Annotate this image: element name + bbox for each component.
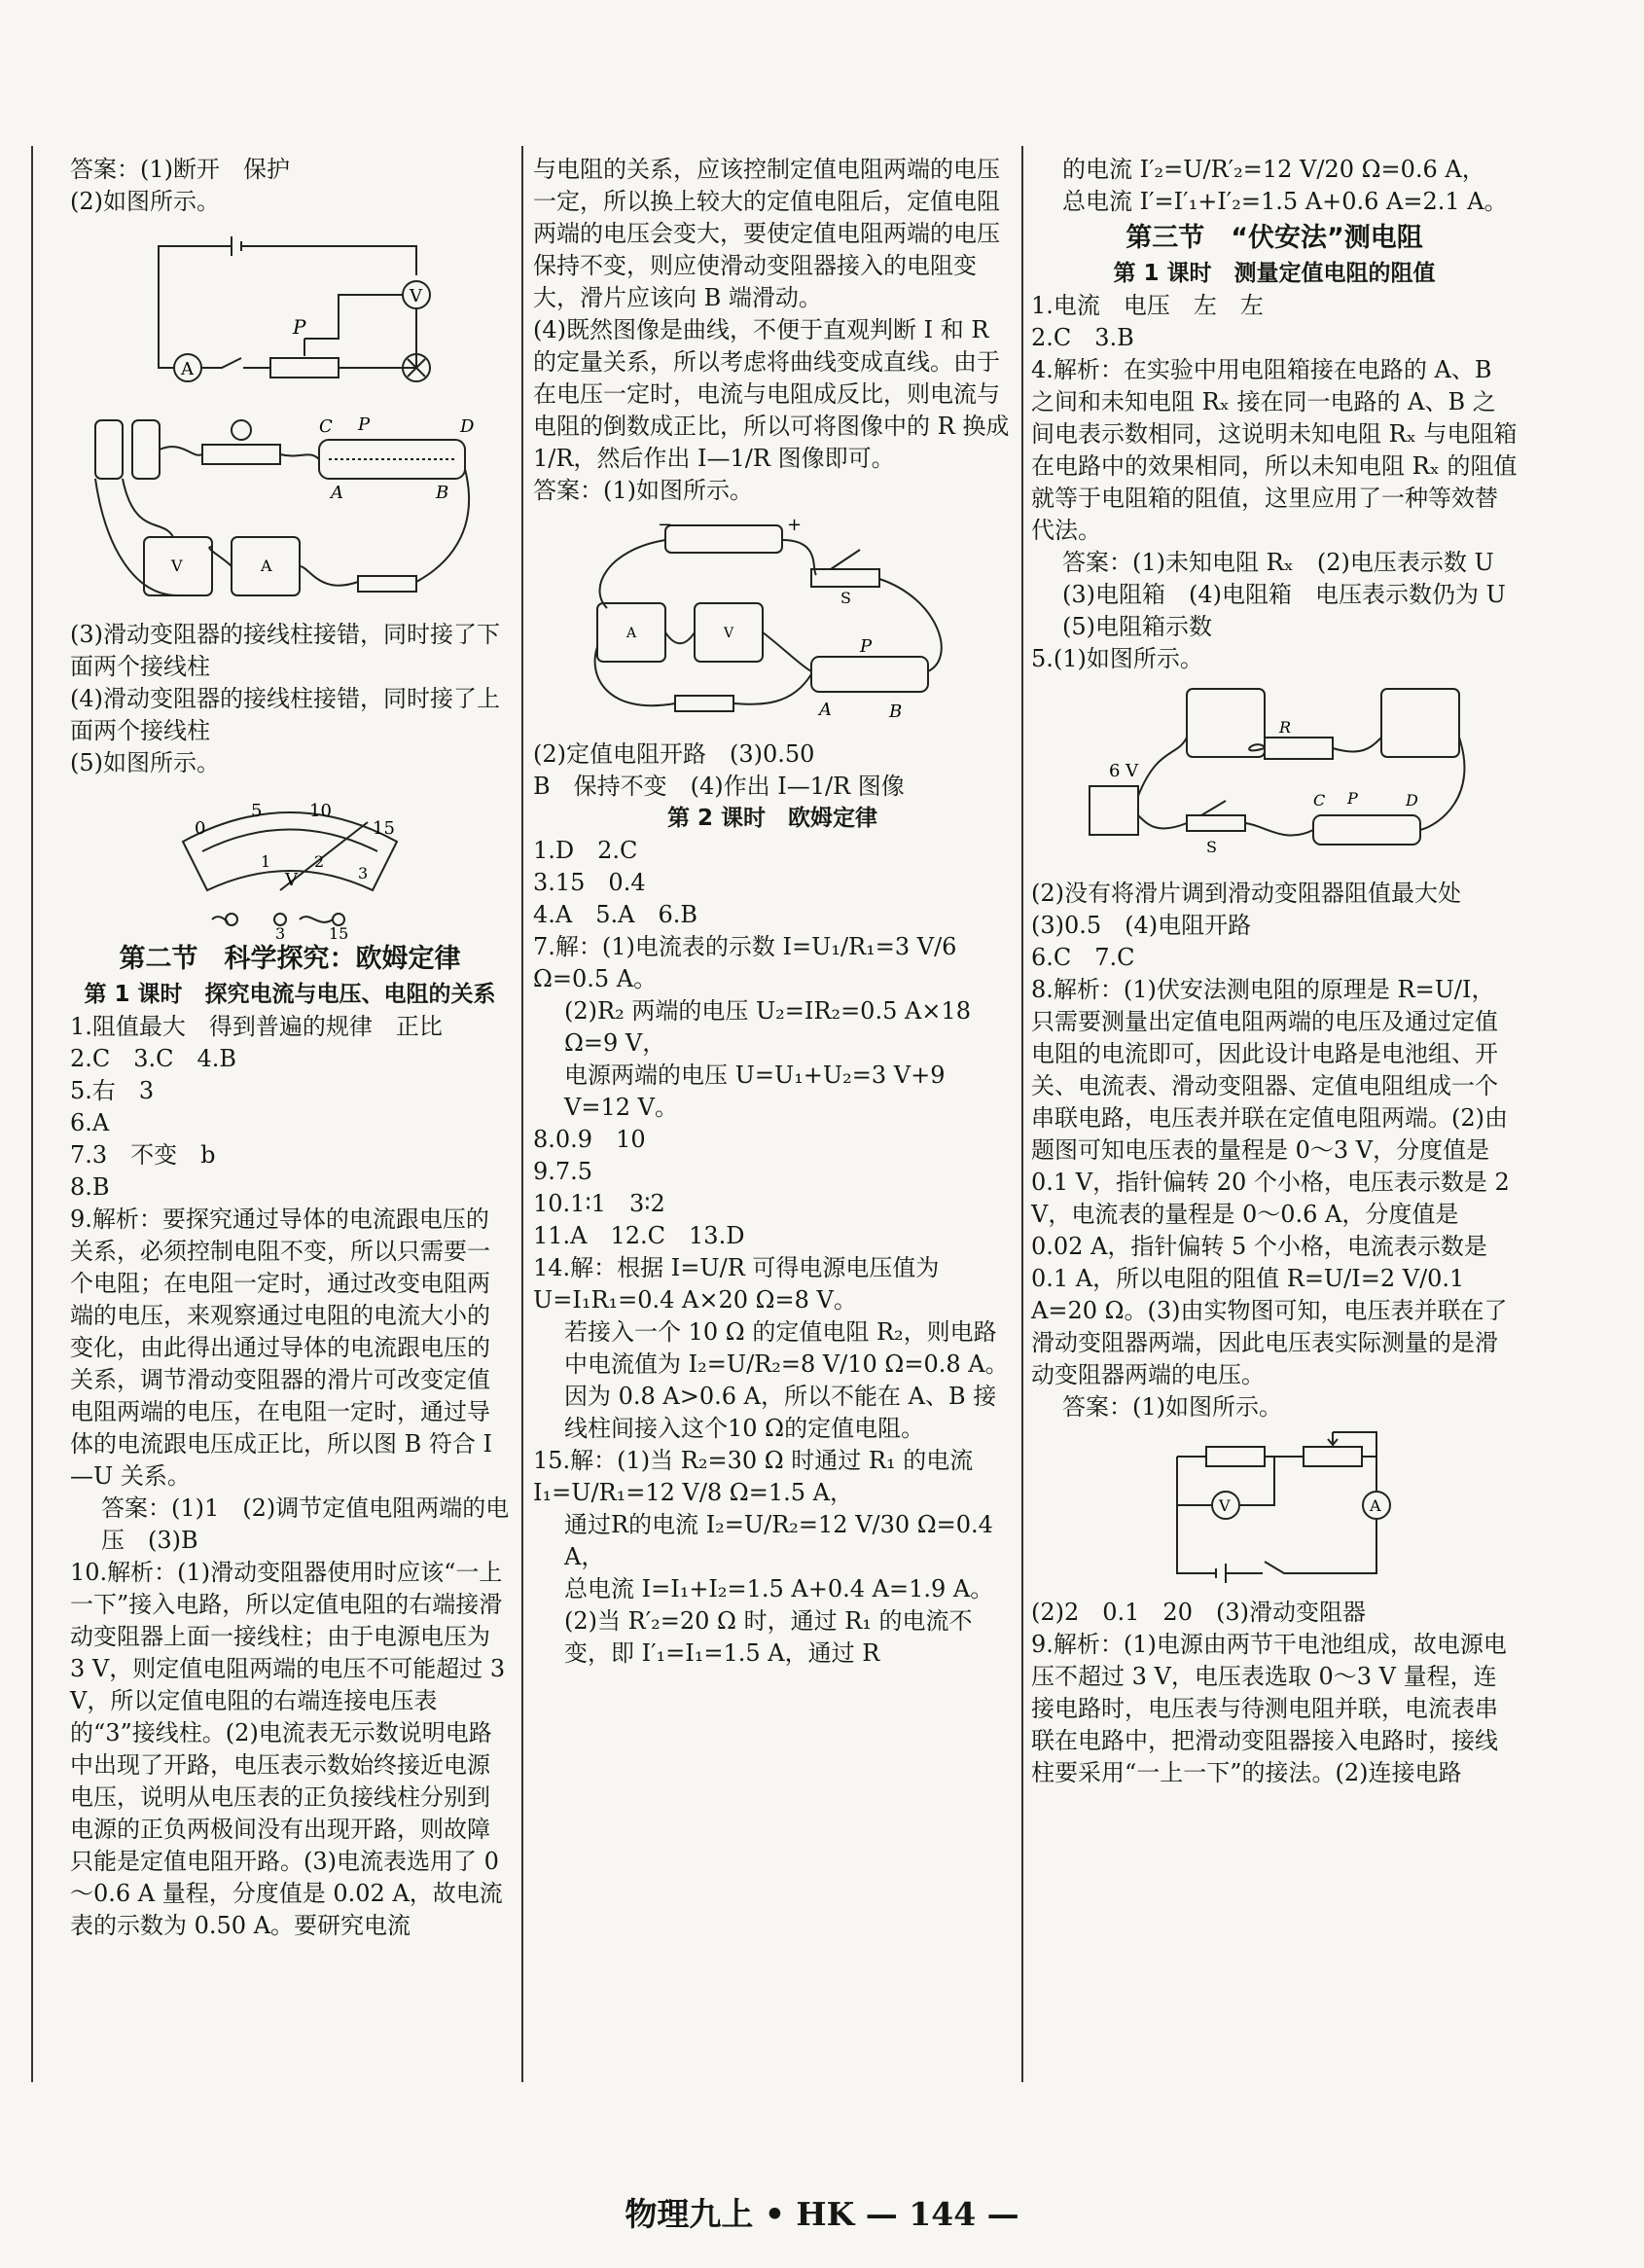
answer-line: (2)R₂ 两端的电压 U₂=IR₂=0.5 A×18 Ω=9 V， (564, 997, 979, 1057)
scale-tick: 5 (251, 801, 263, 821)
svg-text:S: S (840, 589, 851, 607)
answer-line: 11.A 12.C 13.D (533, 1222, 745, 1249)
analysis-paragraph: 9.解析：(1)电源由两节干电池组成，故电源电压不超过 3 V，电压表选取 0～3 V 量程，连接电路时，电压表与待测电阻并联，电流表串联在电路中，把滑动变阻器接入电路时，接线柱要采用“一上一下”的接法。(2)连接电路 (1031, 1631, 1507, 1786)
section-title: 第二节 科学探究：欧姆定律 (119, 944, 461, 974)
svg-text:V: V (1219, 1496, 1231, 1515)
wiring-diagram (1070, 679, 1479, 874)
svg-text:V: V (724, 626, 734, 641)
answer-line: 答案：(1)1 (2)调节定值电阻两端的电压 (3)B (101, 1494, 510, 1554)
answer-line: 因为 0.8 A>0.6 A，所以不能在 A、B 接线柱间接入这个10 Ω的定值电阻。 (564, 1383, 997, 1442)
svg-text:A: A (181, 359, 194, 379)
answer-line: 5.右 3 (70, 1077, 155, 1104)
answer-line: 2.C 3.C 4.B (70, 1045, 237, 1072)
answer-line: (2)没有将滑片调到滑动变阻器阻值最大处 (3)0.5 (4)电阻开路 (1031, 880, 1484, 939)
section-title: 第三节 “伏安法”测电阻 (1126, 223, 1423, 253)
answer-line: B 保持不变 (4)作出 I—1/R 图像 (533, 773, 905, 800)
meter-unit: V (285, 870, 298, 890)
analysis-paragraph: 8.解析：(1)伏安法测电阻的原理是 R=U/I，只需要测量出定值电阻两端的电压及通过定值电阻的电流即可，因此设计电路是电池组、开关、电流表、滑动变阻器、定值电阻组成一个串联电路，电压表并联在定值电阻两端。(2)由题图可知电压表的量程是 0～3 V，分度值是 0.1 V，指针偏转 20 个小格，电压表示数是 2 V，电流表的量程是 0～0.6 A，分度值是 0.02 A，指针偏转 5 个小格，电流表示数是0.1 A，所以电阻的阻值 R=U/I=2 V/0.1 A=20 Ω。(3)由实物图可知，电压表并联在了滑动变阻器两端，因此电压表实际测量的是滑动变阻器两端的电压。 (1031, 976, 1518, 1388)
svg-text:A: A (1370, 1496, 1381, 1515)
answer-line: 总电流 I=I₁+I₂=1.5 A+0.4 A=1.9 A。 (564, 1575, 994, 1602)
column-2 (533, 154, 1017, 1670)
answer-line: 答案：(1)断开 保护 (70, 156, 290, 183)
answer-line: 8.B (70, 1173, 110, 1201)
column-divider-2 (521, 146, 523, 2082)
answer-line: 总电流 I′=I′₁+I′₂=1.5 A+0.6 A=2.1 A。 (1062, 188, 1508, 215)
answer-line: (4)滑动变阻器的接线柱接错，同时接了上面两个接线柱 (70, 685, 500, 744)
analysis-paragraph: (4)既然图像是曲线，不便于直观判断 I 和 R 的定量关系，所以考虑将曲线变成直线。由于在电压一定时，电流与电阻成反比，则电流与电阻的倒数成正比，所以可将图像中的 R 换成 1/R，然后作出 I—1/R 图像即可。 (533, 316, 1017, 472)
circuit-diagram (95, 222, 484, 397)
svg-text:A: A (331, 483, 343, 503)
answer-line: 7.解：(1)电流表的示数 I=U₁/R₁=3 V/6 Ω=0.5 A。 (533, 933, 965, 992)
answer-line: (3)滑动变阻器的接线柱接错，同时接了下面两个接线柱 (70, 621, 500, 680)
svg-text:S: S (1206, 838, 1217, 856)
answer-line: 6.C 7.C (1031, 944, 1135, 971)
wiring-diagram (76, 401, 504, 615)
svg-text:P: P (1347, 789, 1358, 808)
answer-line: 1.电流 电压 左 左 (1031, 292, 1264, 319)
svg-text:6 V: 6 V (1109, 761, 1139, 781)
column-1 (70, 154, 513, 1942)
answer-line: 10.1∶1 3∶2 (533, 1190, 665, 1217)
answer-line: 1.D 2.C (533, 837, 638, 864)
answer-line: 9.7.5 (533, 1158, 593, 1185)
svg-text:P: P (293, 315, 306, 339)
lesson-title: 第 1 课时 探究电流与电压、电阻的关系 (84, 982, 496, 1007)
svg-text:D: D (460, 416, 475, 437)
svg-text:A: A (261, 557, 272, 575)
answer-line: (2)如图所示。 (70, 188, 220, 215)
answer-line: 若接入一个 10 Ω 的定值电阻 R₂，则电路中电流值为 I₂=U/R₂=8 V/10 Ω=0.8 A。 (564, 1318, 1009, 1378)
answer-line: 15.解：(1)当 R₂=30 Ω 时通过 R₁ 的电流 I₁=U/R₁=12 V/8 Ω=1.5 A， (533, 1447, 981, 1506)
circuit-diagram (1158, 1427, 1391, 1593)
answer-line: 答案：(1)如图所示。 (1062, 1393, 1282, 1421)
svg-text:B: B (436, 483, 449, 503)
answer-line: (2)2 0.1 20 (3)滑动变阻器 (1031, 1599, 1366, 1626)
answer-line: 7.3 不变 b (70, 1141, 216, 1169)
column-3 (1031, 154, 1529, 1789)
svg-text:+: + (787, 515, 803, 535)
answer-line: 6.A (70, 1109, 110, 1136)
scale-tick: 2 (314, 852, 325, 871)
svg-text:V: V (410, 286, 422, 306)
answer-line: 电源两端的电压 U=U₁+U₂=3 V+9 V=12 V。 (564, 1062, 953, 1121)
page-footer: 物理九上 • HK — 144 — (625, 2195, 1019, 2233)
answer-line: 5.(1)如图所示。 (1031, 645, 1203, 672)
svg-text:R: R (1279, 718, 1292, 737)
column-divider-3 (1021, 146, 1023, 2082)
answer-line: 14.解：根据 I=U/R 可得电源电压值为 U=I₁R₁=0.4 A×20 Ω=8 V。 (533, 1254, 947, 1314)
analysis-paragraph: 10.解析：(1)滑动变阻器使用时应该“一上一下”接入电路，所以定值电阻的右端接滑动变阻器上面一接线柱；由于电源电压为 3 V，则定值电阻两端的电压不可能超过 3 V，所以定值电阻的右端连接电压表的“3”接线柱。(2)电流表无示数说明电路中出现了开路，电压表示数始终接近电源电压，说明从电压表的正负接线柱分别到电源的正负两极间没有出现开路，则故障只能是定值电阻开路。(3)电流表选用了 0～0.6 A 量程，分度值是 0.02 A，故电流表的示数为 0.50 A。要研究电流 (70, 1559, 513, 1939)
answer-line: 1.阻值最大 得到普遍的规律 正比 (70, 1013, 443, 1040)
answer-line: 2.C 3.B (1031, 324, 1134, 351)
svg-text:P: P (860, 636, 873, 657)
answer-line: 通过R的电流 I₂=U/R₂=12 V/30 Ω=0.4 A， (564, 1511, 1001, 1570)
svg-text:D: D (1406, 791, 1418, 810)
voltmeter-dial-figure (163, 783, 416, 939)
column-divider-1 (31, 146, 33, 2082)
answer-line: (2)当 R′₂=20 Ω 时，通过 R₁ 的电流不变，即 I′₁=I₁=1.5 A，通过 R (564, 1607, 973, 1667)
answer-line: 的电流 I′₂=U/R′₂=12 V/20 Ω=0.6 A， (1062, 156, 1485, 183)
svg-text:C: C (319, 416, 333, 437)
analysis-paragraph: 9.解析：要探究通过导体的电流跟电压的关系，必须控制电阻不变，所以只需要一个电阻；在电阻一定时，通过改变电阻两端的电压，来观察通过电阻的电流大小的变化，由此得出通过导体的电流跟电压的关系，调节滑动变阻器的滑片可改变定值电阻两端的电压，在电阻一定时，通过导体的电流跟电压成正比，所以图 B 符合 I—U 关系。 (70, 1206, 493, 1490)
svg-text:V: V (171, 557, 183, 575)
lesson-title: 第 1 课时 测量定值电阻的阻值 (1113, 261, 1436, 286)
answer-line: (5)如图所示。 (70, 749, 220, 776)
scale-tick: 15 (373, 818, 395, 839)
scale-tick: 3 (358, 864, 369, 882)
svg-text:A: A (626, 626, 637, 641)
answer-line: 答案：(1)未知电阻 Rₓ (2)电压表示数 U (3)电阻箱 (4)电阻箱 电压表示数仍为 U (5)电阻箱示数 (1062, 549, 1529, 640)
svg-text:P: P (358, 414, 371, 435)
terminal-label: 3 (275, 924, 286, 939)
scale-tick: 0 (195, 818, 206, 839)
answer-line: (2)定值电阻开路 (3)0.50 (533, 740, 815, 768)
svg-text:C: C (1313, 791, 1326, 810)
terminal-label: 15 (329, 924, 349, 939)
wiring-diagram (568, 511, 977, 735)
svg-text:B: B (889, 702, 903, 722)
svg-text:−: − (658, 515, 673, 535)
lesson-title: 第 2 课时 欧姆定律 (666, 806, 878, 831)
answer-line: 4.A 5.A 6.B (533, 901, 697, 928)
answer-line: 答案：(1)如图所示。 (533, 477, 753, 504)
scale-tick: 1 (261, 852, 271, 871)
answer-line: 3.15 0.4 (533, 869, 646, 896)
scale-tick: 10 (309, 801, 332, 821)
svg-text:A: A (819, 700, 832, 720)
analysis-paragraph: 与电阻的关系，应该控制定值电阻两端的电压一定，所以换上较大的定值电阻后，定值电阻两端的电压会变大，要使定值电阻两端的电压保持不变，则应使滑动变阻器接入的电阻变大，滑片应该向 B 端滑动。 (533, 156, 1000, 311)
analysis-paragraph: 4.解析：在实验中用电阻箱接在电路的 A、B 之间和未知电阻 Rₓ 接在同一电路的 A、B 之间电表示数相同，这说明未知电阻 Rₓ 与电阻箱在电路中的效果相同，所以未知电阻 Rₓ 的阻值就等于电阻箱的阻值，这里应用了一种等效替代法。 (1031, 356, 1518, 544)
answer-line: 8.0.9 10 (533, 1126, 646, 1153)
